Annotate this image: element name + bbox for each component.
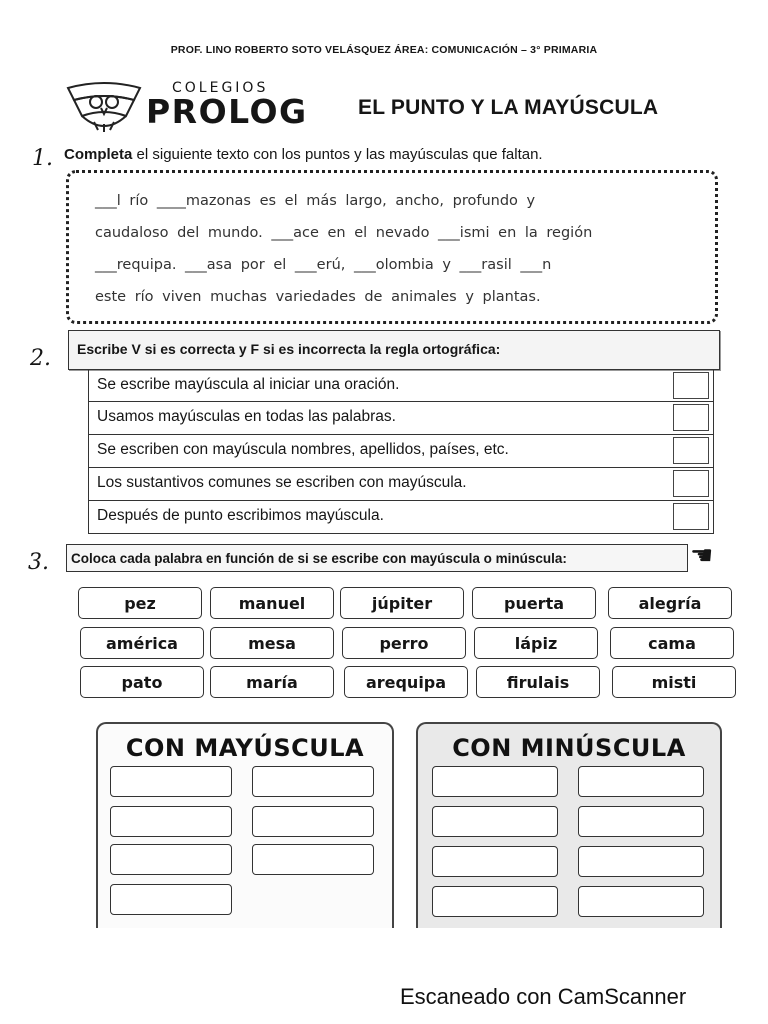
question-1-line-1: ___l río ____mazonas es el más largo, ancho, profundo y bbox=[95, 193, 536, 209]
answer-slot[interactable] bbox=[110, 884, 232, 915]
logo-name: PROLOG bbox=[146, 92, 308, 131]
rule-row bbox=[88, 369, 714, 402]
rule-row bbox=[88, 468, 714, 501]
word-card[interactable]: puerta bbox=[472, 587, 596, 619]
rules-table bbox=[88, 369, 714, 534]
answer-slot[interactable] bbox=[578, 846, 704, 877]
answer-slot[interactable] bbox=[432, 766, 558, 797]
word-card[interactable]: júpiter bbox=[340, 587, 464, 619]
answer-slot[interactable] bbox=[578, 806, 704, 837]
question-1-instruction bbox=[64, 146, 543, 163]
word-card[interactable]: pato bbox=[80, 666, 204, 698]
owl-emblem-icon bbox=[64, 80, 144, 132]
word-card[interactable]: misti bbox=[612, 666, 736, 698]
rule-row bbox=[88, 402, 714, 435]
rule-row bbox=[88, 501, 714, 534]
word-card[interactable]: pez bbox=[78, 587, 202, 619]
rule-text: Se escriben con mayúscula nombres, apellidos, países, etc. bbox=[97, 441, 509, 458]
word-card[interactable]: alegría bbox=[608, 587, 732, 619]
answer-slot[interactable] bbox=[578, 886, 704, 917]
school-logo bbox=[64, 78, 324, 134]
answer-slot[interactable] bbox=[110, 806, 232, 837]
answer-slot[interactable] bbox=[252, 806, 374, 837]
word-card[interactable]: lápiz bbox=[474, 627, 598, 659]
teacher-area-line: PROF. LINO ROBERTO SOTO VELÁSQUEZ ÁREA: COMUNICACIÓN – 3° PRIMARIA bbox=[170, 44, 598, 56]
question-1-instruction-bold: Completa bbox=[64, 146, 133, 163]
answer-slot[interactable] bbox=[252, 766, 374, 797]
rule-text: Después de punto escribimos mayúscula. bbox=[97, 507, 384, 524]
word-card[interactable]: maría bbox=[210, 666, 334, 698]
rule-row bbox=[88, 435, 714, 468]
question-1-line-4: este río viven muchas variedades de animales y plantas. bbox=[95, 289, 541, 305]
page-title: EL PUNTO Y LA MAYÚSCULA bbox=[358, 96, 659, 119]
word-card[interactable]: perro bbox=[342, 627, 466, 659]
word-card[interactable]: cama bbox=[610, 627, 734, 659]
answer-slot[interactable] bbox=[432, 846, 558, 877]
answer-box[interactable] bbox=[673, 372, 709, 399]
answer-slot[interactable] bbox=[578, 766, 704, 797]
question-1-instruction-text: el siguiente texto con los puntos y las mayúsculas que faltan. bbox=[136, 146, 543, 163]
rule-text: Usamos mayúsculas en todas las palabras. bbox=[97, 408, 396, 425]
word-card[interactable]: firulais bbox=[476, 666, 600, 698]
answer-box[interactable] bbox=[673, 503, 709, 530]
answer-box[interactable] bbox=[673, 404, 709, 431]
question-1-number: 1. bbox=[32, 146, 53, 171]
answer-box[interactable] bbox=[673, 437, 709, 464]
rule-text: Se escribe mayúscula al iniciar una oración. bbox=[97, 376, 400, 393]
uppercase-panel-title: CON MAYÚSCULA bbox=[125, 734, 365, 762]
uppercase-panel bbox=[96, 722, 394, 928]
question-2-number: 2. bbox=[30, 346, 51, 371]
question-3-instruction: Coloca cada palabra en función de si se escribe con mayúscula o minúscula: bbox=[66, 544, 688, 572]
question-1-line-3: ___requipa. ___asa por el ___erú, ___olombia y ___rasil ___n bbox=[95, 257, 552, 273]
word-card[interactable]: américa bbox=[80, 627, 204, 659]
answer-box[interactable] bbox=[673, 470, 709, 497]
logo-subtitle: COLEGIOS bbox=[172, 80, 269, 96]
word-card[interactable]: arequipa bbox=[344, 666, 468, 698]
question-3-number: 3. bbox=[28, 550, 49, 575]
answer-slot[interactable] bbox=[252, 844, 374, 875]
answer-slot[interactable] bbox=[110, 844, 232, 875]
scanner-watermark: Escaneado con CamScanner bbox=[400, 984, 687, 1009]
word-card[interactable]: manuel bbox=[210, 587, 334, 619]
rule-text: Los sustantivos comunes se escriben con mayúscula. bbox=[97, 474, 467, 491]
question-2-instruction: Escribe V si es correcta y F si es incorrecta la regla ortográfica: bbox=[68, 330, 720, 370]
answer-slot[interactable] bbox=[110, 766, 232, 797]
lowercase-panel bbox=[416, 722, 722, 928]
question-1-text-box bbox=[66, 170, 718, 324]
word-card[interactable]: mesa bbox=[210, 627, 334, 659]
answer-slot[interactable] bbox=[432, 806, 558, 837]
lowercase-panel-title: CON MINÚSCULA bbox=[452, 734, 686, 762]
answer-slot[interactable] bbox=[432, 886, 558, 917]
pointing-hand-icon: ☚ bbox=[690, 540, 714, 570]
question-1-line-2: caudaloso del mundo. ___ace en el nevado ___ismi en la región bbox=[95, 225, 593, 241]
